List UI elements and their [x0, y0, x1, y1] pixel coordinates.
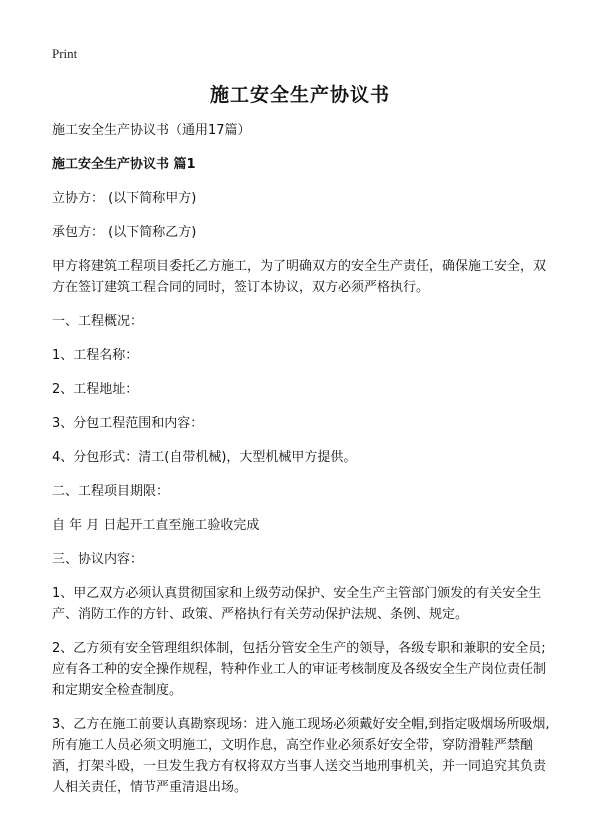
- heading-agreement-content: 三、协议内容：: [52, 552, 144, 567]
- document-subtitle: 施工安全生产协议书（通用17篇）: [52, 123, 251, 138]
- clause-2: 2、乙方须有安全管理组织体制，包括分管安全生产的领导，各级专职和兼职的安全员;应有各工种的安全操作规程，特种作业工人的审证考核制度及各级安全生产岗位责任制和定期安全检查制度。: [52, 641, 547, 698]
- document-body: [52, 120, 550, 811]
- paragraph-party-b: 承包方： (以下简称乙方): [52, 225, 197, 240]
- print-label: Print: [52, 46, 78, 61]
- section-heading: 施工安全生产协议书 篇1: [52, 157, 196, 172]
- item-subcontract-form: 4、分包形式：清工(自带机械)，大型机械甲方提供。: [52, 450, 357, 465]
- heading-project-term: 二、工程项目期限：: [52, 484, 170, 499]
- item-project-period: 自 年 月 日起开工直至施工验收完成: [52, 518, 260, 533]
- item-project-address: 2、工程地址：: [52, 382, 139, 397]
- paragraph-party-a: 立协方： (以下简称甲方): [52, 191, 197, 206]
- item-project-name: 1、工程名称：: [52, 348, 139, 363]
- document-title: 施工安全生产协议书: [209, 84, 390, 106]
- heading-project-overview: 一、工程概况：: [52, 314, 144, 329]
- clause-1: 1、甲乙双方必须认真贯彻国家和上级劳动保护、安全生产主管部门颁发的有关安全生产、消防工作的方针、政策、严格执行有关劳动保护法规、条例、规定。: [52, 586, 542, 622]
- paragraph-intro: 甲方将建筑工程项目委托乙方施工，为了明确双方的安全生产责任，确保施工安全，双方在签订建筑工程合同的同时，签订本协议，双方必须严格执行。: [52, 259, 547, 295]
- clause-3: 3、乙方在施工前要认真勘察现场：进入施工现场必须戴好安全帽,到指定吸烟场所吸烟,所有施工人员必须文明施工，文明作息，高空作业必须系好安全带，穿防滑鞋严禁酗酒，打架斗殴，一旦发生我方有权将双方当事人送交当地刑事机关，并一同追究其负责人相关责任，情节严重清退出场。: [52, 717, 550, 795]
- item-subcontract-scope: 3、分包工程范围和内容：: [52, 416, 204, 431]
